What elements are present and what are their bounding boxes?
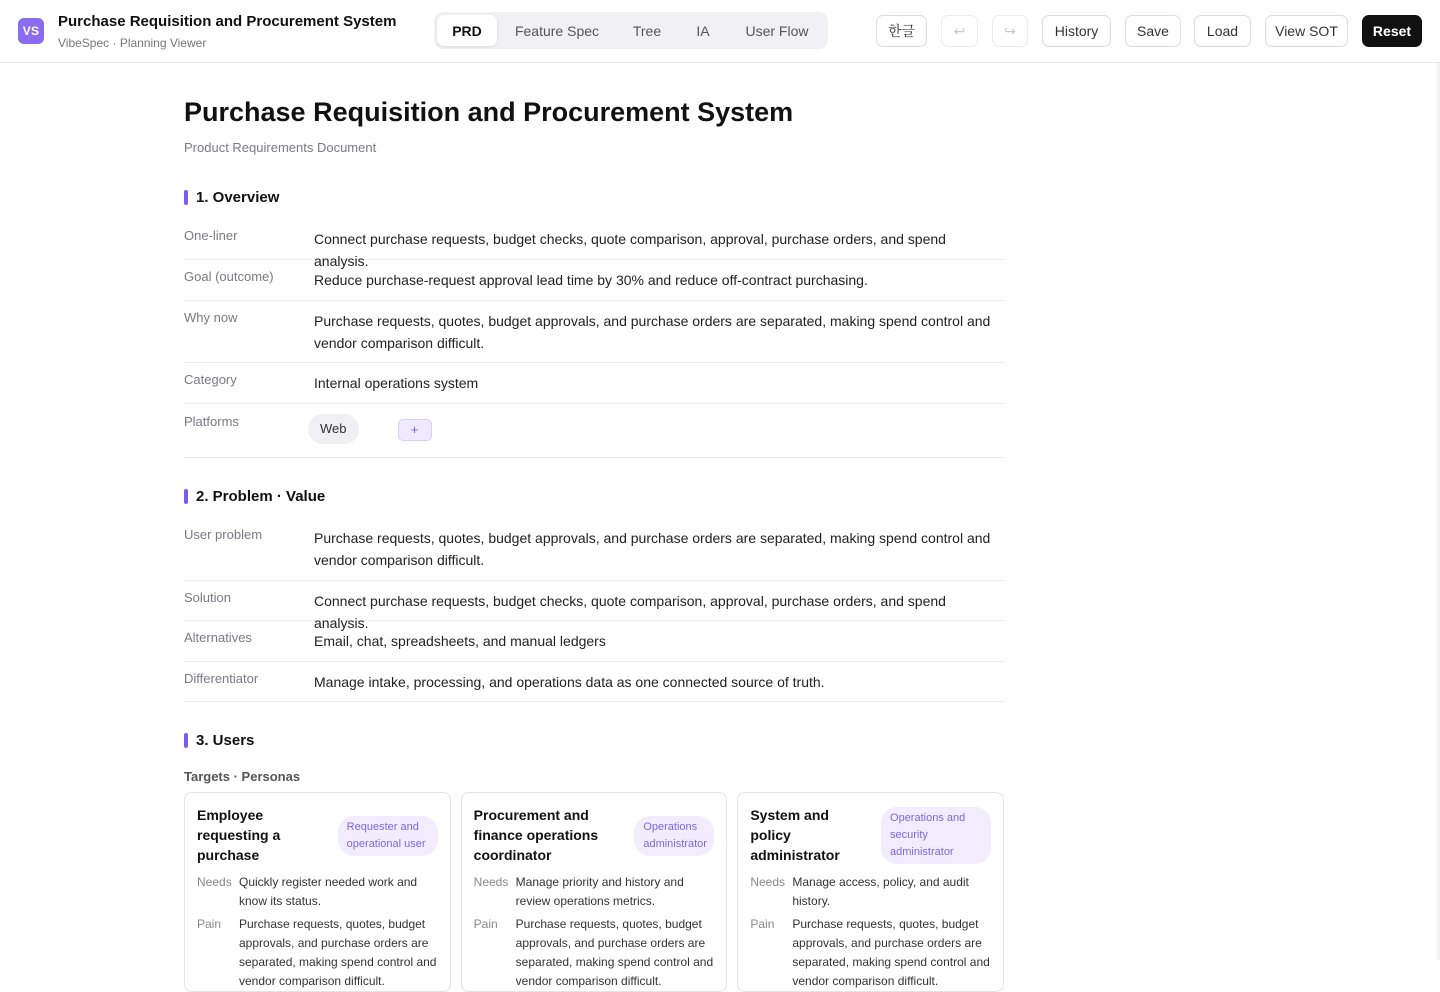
field-label: Solution: [184, 590, 231, 605]
persona-needs: [197, 873, 438, 911]
field-value[interactable]: Email, chat, spreadsheets, and manual ledgers: [314, 633, 606, 649]
persona-role-badge: Requester and operational user: [338, 816, 438, 856]
field-value[interactable]: Manage intake, processing, and operations data as one connected source of truth.: [314, 674, 825, 690]
app-subtitle: VibeSpec · Planning Viewer: [58, 36, 207, 50]
scroll-shadow: [1434, 63, 1440, 960]
pain-value: Purchase requests, quotes, budget approvals, and purchase orders are separated, making spend control and vendor comparison difficult.: [239, 917, 437, 988]
tab-ia[interactable]: IA: [696, 22, 710, 39]
pain-label: Pain: [750, 917, 775, 931]
problem-table: [184, 518, 1004, 702]
needs-value: Manage access, policy, and audit history.: [792, 875, 969, 908]
field-value[interactable]: Internal operations system: [314, 375, 479, 391]
persona-name: System and policy administrator: [750, 807, 840, 863]
prd-document: [184, 63, 1004, 992]
tab-feature-spec[interactable]: Feature Spec: [514, 22, 600, 39]
persona-card[interactable]: [461, 792, 728, 992]
save-button[interactable]: Save: [1125, 15, 1181, 47]
app-title: Purchase Requisition and Procurement System: [58, 13, 397, 30]
history-button[interactable]: History: [1042, 15, 1111, 47]
persona-pain: [197, 915, 438, 991]
view-sot-button[interactable]: View SOT: [1265, 15, 1348, 47]
tab-prd[interactable]: PRD: [437, 15, 497, 46]
pain-label: Pain: [197, 917, 222, 931]
undo-button[interactable]: [941, 15, 978, 47]
needs-label: Needs: [197, 875, 232, 889]
field-row: [184, 219, 1004, 269]
field-label: Platforms: [184, 414, 239, 429]
overview-table: [184, 219, 1004, 458]
field-value[interactable]: Connect purchase requests, budget checks, quote comparison, approval, purchase orders, and spend analysis.: [314, 593, 946, 631]
field-row: [184, 301, 1004, 363]
section-heading-problem: [184, 486, 1004, 506]
section-accent-bar: [184, 733, 188, 748]
persona-card[interactable]: [737, 792, 1004, 992]
reset-button[interactable]: Reset: [1362, 15, 1422, 47]
section-accent-bar: [184, 190, 188, 205]
app-logo: VS: [18, 18, 44, 44]
needs-value: Manage priority and history and review operations metrics.: [515, 875, 684, 908]
load-button[interactable]: Load: [1194, 15, 1251, 47]
field-label: Why now: [184, 310, 238, 325]
language-toggle-button[interactable]: 한글: [876, 15, 927, 47]
field-label: Goal (outcome): [184, 269, 274, 284]
field-row: [184, 363, 1004, 404]
field-label: Category: [184, 372, 237, 387]
field-row: [184, 621, 1004, 662]
personas-subheading: Targets · Personas: [184, 769, 301, 784]
field-label: User problem: [184, 527, 263, 542]
redo-icon: ↪: [1004, 22, 1016, 39]
add-platform-button[interactable]: +: [398, 419, 432, 441]
field-value[interactable]: Reduce purchase-request approval lead time by 30% and reduce off-contract purchasing.: [314, 272, 868, 288]
field-label: Differentiator: [184, 671, 259, 686]
view-tabs: [434, 12, 828, 49]
tab-user-flow[interactable]: User Flow: [745, 22, 809, 39]
undo-icon: ↩: [953, 22, 966, 39]
platform-chips: [308, 414, 1004, 457]
section-heading-overview: [184, 187, 1004, 207]
tab-tree[interactable]: Tree: [632, 22, 662, 39]
persona-name: Employee requesting a purchase: [197, 807, 281, 863]
field-row: [184, 518, 1004, 581]
field-value[interactable]: Purchase requests, quotes, budget approvals, and purchase orders are separated, making spend control and vendor comparison difficult.: [314, 313, 991, 351]
document-subtitle: Product Requirements Document: [184, 140, 377, 155]
pain-value: Purchase requests, quotes, budget approvals, and purchase orders are separated, making spend control and vendor comparison difficult.: [792, 917, 990, 988]
platform-chip-web[interactable]: Web: [308, 414, 359, 444]
top-bar: [0, 0, 1440, 63]
field-row: [184, 581, 1004, 631]
document-title: Purchase Requisition and Procurement System: [184, 97, 794, 127]
persona-name: Procurement and finance operations coordinator: [473, 807, 599, 863]
pain-value: Purchase requests, quotes, budget approvals, and purchase orders are separated, making spend control and vendor comparison difficult.: [515, 917, 714, 988]
field-row-platforms: [184, 404, 1004, 458]
redo-button[interactable]: [992, 15, 1028, 47]
pain-label: Pain: [473, 917, 498, 931]
needs-label: Needs: [750, 875, 786, 889]
field-row: [184, 260, 1004, 301]
persona-role-badge: Operations administrator: [634, 816, 714, 856]
needs-label: Needs: [473, 875, 509, 889]
section-title: 1. Overview: [196, 188, 280, 206]
section-title: 3. Users: [196, 731, 255, 749]
field-label: Alternatives: [184, 630, 252, 645]
field-label: One-liner: [184, 228, 238, 243]
persona-pain: [474, 915, 715, 991]
persona-card[interactable]: [184, 792, 451, 992]
field-row: [184, 662, 1004, 702]
persona-cards: [184, 792, 1004, 992]
section-accent-bar: [184, 489, 188, 504]
field-value[interactable]: Purchase requests, quotes, budget approvals, and purchase orders are separated, making spend control and vendor comparison difficult.: [314, 530, 991, 568]
persona-pain: [750, 915, 991, 991]
persona-needs: [750, 873, 991, 911]
field-value[interactable]: Connect purchase requests, budget checks, quote comparison, approval, purchase orders, and spend analysis.: [314, 231, 946, 269]
persona-needs: [474, 873, 715, 911]
needs-value: Quickly register needed work and know its status.: [239, 875, 418, 908]
persona-role-badge: Operations and security administrator: [881, 807, 991, 864]
section-heading-users: [184, 730, 1004, 750]
section-title: 2. Problem · Value: [196, 487, 326, 505]
